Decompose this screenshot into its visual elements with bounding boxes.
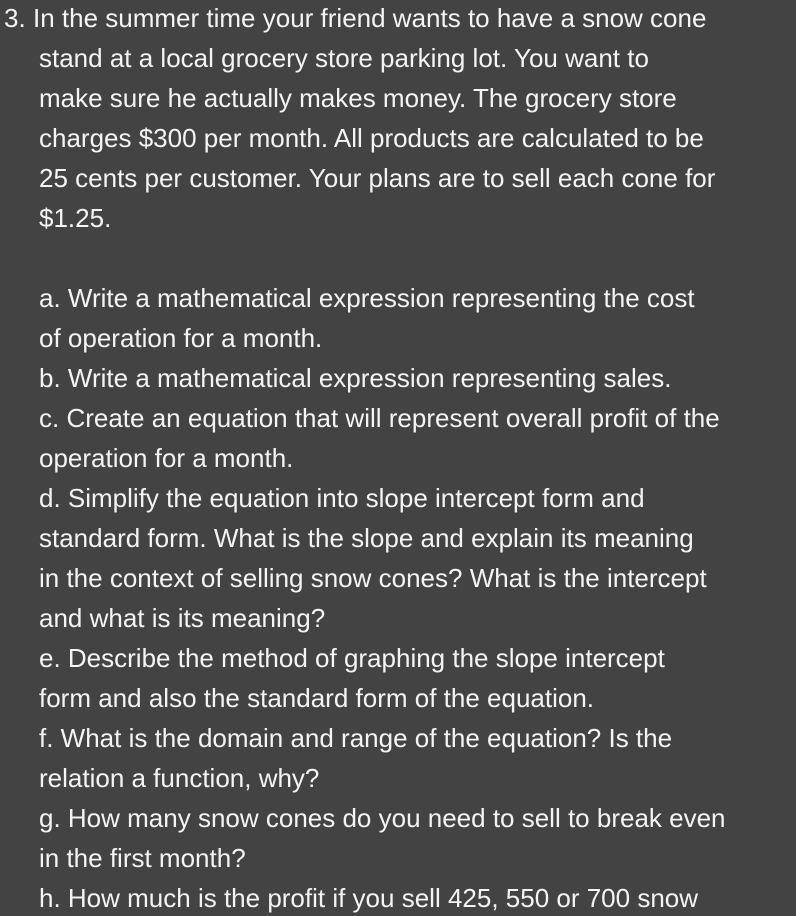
- intro-line: stand at a local grocery store parking lot. You want to: [39, 43, 649, 73]
- part-a-line: a. Write a mathematical expression representing the cost: [39, 283, 695, 313]
- part-g-line: in the first month?: [39, 843, 246, 873]
- intro-line: In the summer time your friend wants to have a snow cone: [33, 3, 707, 33]
- part-f-line: f. What is the domain and range of the equation? Is the: [39, 723, 673, 753]
- part-d-line: in the context of selling snow cones? What is the intercept: [39, 563, 707, 593]
- part-d-line: and what is its meaning?: [39, 603, 326, 633]
- part-d-line: standard form. What is the slope and explain its meaning: [39, 523, 694, 553]
- part-b-line: b. Write a mathematical expression representing sales.: [39, 363, 672, 393]
- problem-number: 3.: [4, 3, 26, 33]
- intro-line: charges $300 per month. All products are calculated to be: [39, 123, 704, 153]
- part-e-line: e. Describe the method of graphing the slope intercept: [39, 643, 665, 673]
- part-d-line: d. Simplify the equation into slope intercept form and: [39, 483, 645, 513]
- intro-line: 25 cents per customer. Your plans are to sell each cone for: [39, 163, 716, 193]
- part-f-line: relation a function, why?: [39, 763, 320, 793]
- intro-line: $1.25.: [39, 203, 112, 233]
- part-g-line: g. How many snow cones do you need to sell to break even: [39, 803, 726, 833]
- part-h-line: h. How much is the profit if you sell 425, 550 or 700 snow: [39, 883, 699, 913]
- part-c-line: operation for a month.: [39, 443, 294, 473]
- part-e-line: form and also the standard form of the equation.: [39, 683, 595, 713]
- part-c-line: c. Create an equation that will represent overall profit of the: [39, 403, 720, 433]
- part-a-line: of operation for a month.: [39, 323, 323, 353]
- intro-line: make sure he actually makes money. The grocery store: [39, 83, 677, 113]
